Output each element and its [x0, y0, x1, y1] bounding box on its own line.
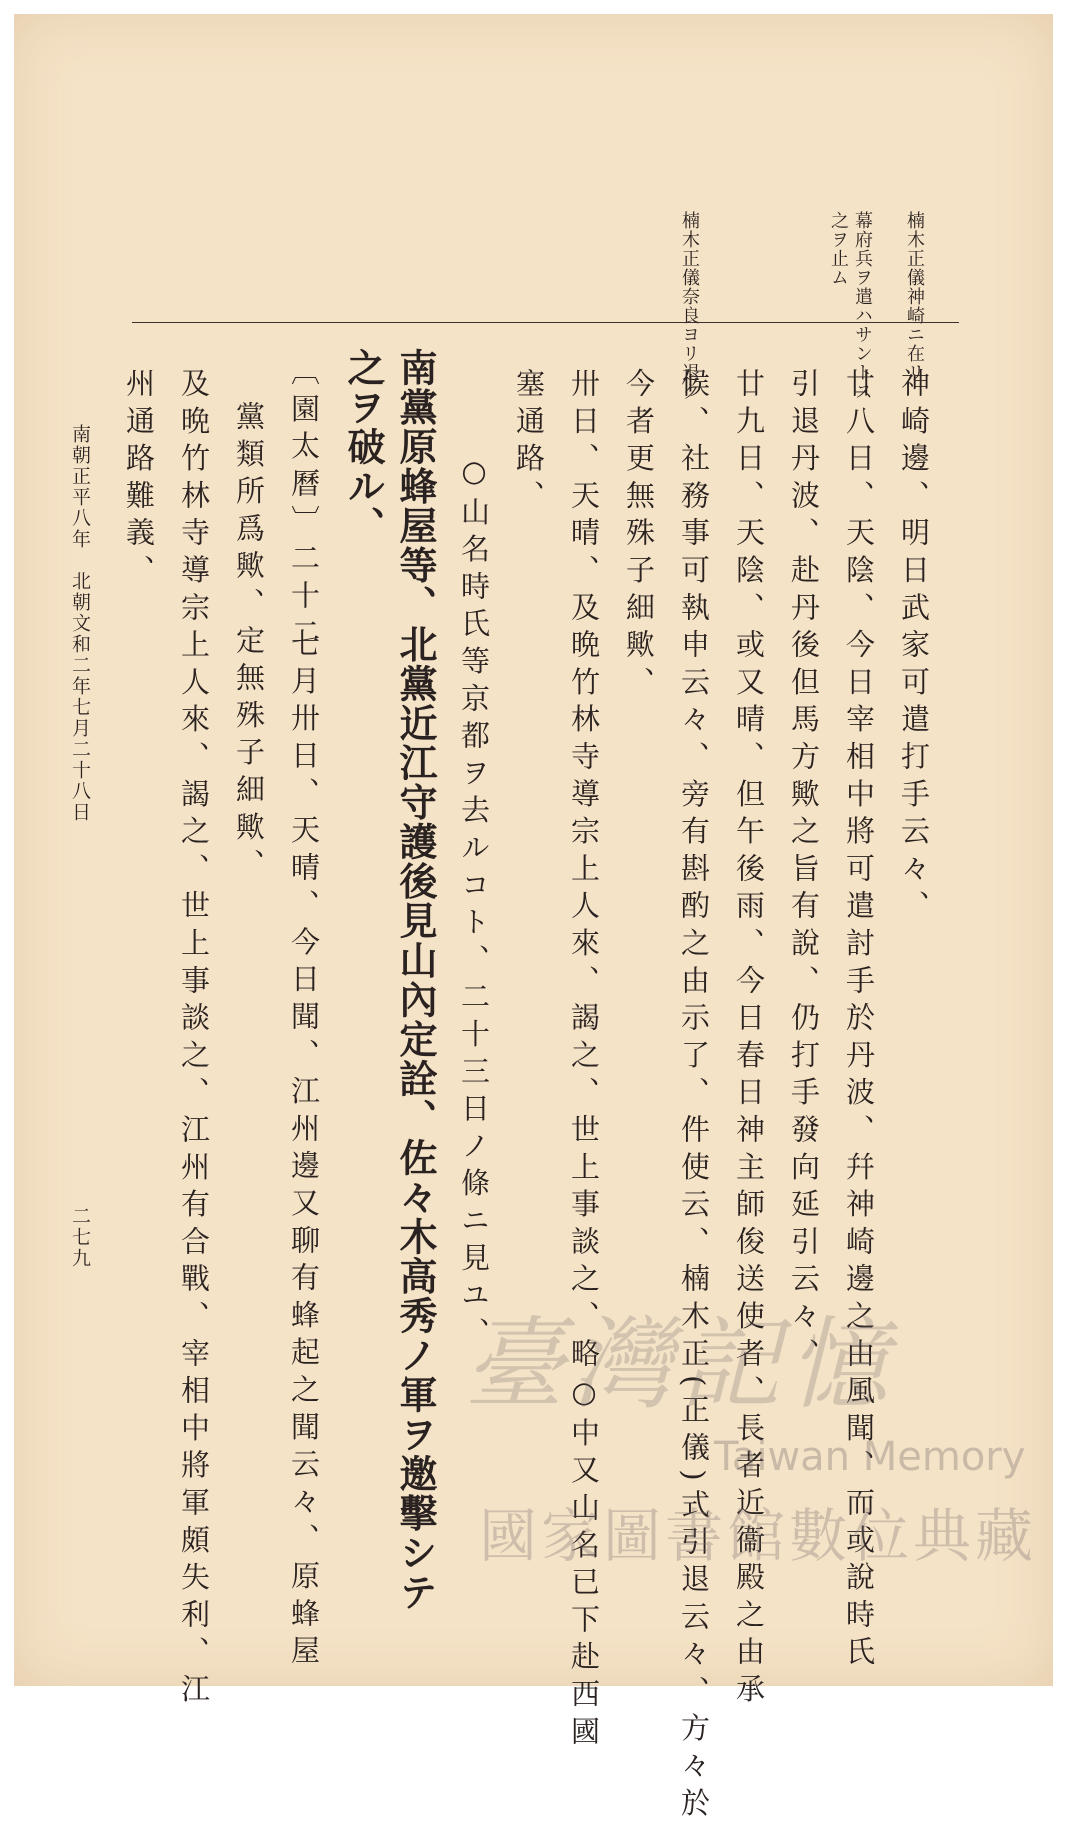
text-column-11: 及晩竹林寺導宗上人來、謁之、世上事談之、江州有合戰、宰相中將軍頗失利、江	[177, 368, 211, 1711]
margin-note-2: 幕府兵ヲ遣ハサントス	[852, 211, 873, 401]
text-column-5: 候、社務事可執申云々、旁有斟酌之由示了、件使云、楠木正(正儀)式引退云々、方々於	[677, 368, 711, 1825]
document-page	[14, 14, 1053, 1825]
text-column-1: 神崎邊、明日武家可遣打手云々、	[897, 368, 931, 928]
source-citation: 〔園太曆〕二十二	[287, 356, 321, 655]
page-number: 二七九	[69, 1206, 91, 1269]
margin-note-1: 楠木正儀神崎ニ在リ	[904, 211, 925, 382]
margin-note-3: 之ヲ止ム	[828, 211, 849, 287]
watermark-library: 國家圖書館數位典藏	[479, 1502, 1038, 1570]
margin-note-4: 楠木正儀奈良ヨリ退ク	[679, 211, 700, 401]
watermark-english: Taiwan Memory	[714, 1434, 1026, 1480]
text-column-8: 塞通路、	[512, 368, 546, 518]
text-column-4: 廿九日、天陰、或又晴、但午後雨、今日春日神主師俊送使者、長者近衞殿之由承	[732, 368, 766, 1711]
text-column-9: 七月卅日、天晴、今日聞、江州邊又聊有蜂起之聞云々、原蜂屋	[287, 628, 321, 1673]
text-column-7: 卅日、天晴、及晩竹林寺導宗上人來、謁之、世上事談之、略○中又山名已下赴西國	[567, 368, 601, 1754]
text-column-6: 今者更無殊子細歟、	[622, 368, 656, 704]
section-heading: 南黨原蜂屋等、北黨近江守護後見山內定詮、佐々木高秀ノ軍ヲ邀擊シテ	[393, 348, 438, 1612]
text-column-12: 州通路難義、	[122, 368, 156, 592]
watermark-logo	[464, 1284, 896, 1428]
text-column-3: 引退丹波、赴丹後但馬方歟之旨有說、仍打手發向延引云々、	[787, 368, 821, 1376]
margin-rule	[132, 322, 959, 323]
running-footer: 南朝正平八年 北朝文和二年七月二十八日	[69, 424, 91, 823]
section-heading-cont: 之ヲ破ル、	[341, 348, 386, 546]
text-column-10: 黨類所爲歟、定無殊子細歟、	[232, 401, 266, 886]
editorial-note: ○山名時氏等京都ヲ去ルコト、二十三日ノ條ニ見ユ、	[457, 454, 491, 1355]
watermark-logo-text: 臺灣記憶	[464, 1306, 896, 1423]
text-column-2: 廿八日、天陰、今日宰相中將可遣討手於丹波、幷神崎邊之由風聞、而或說時氏	[842, 368, 876, 1674]
